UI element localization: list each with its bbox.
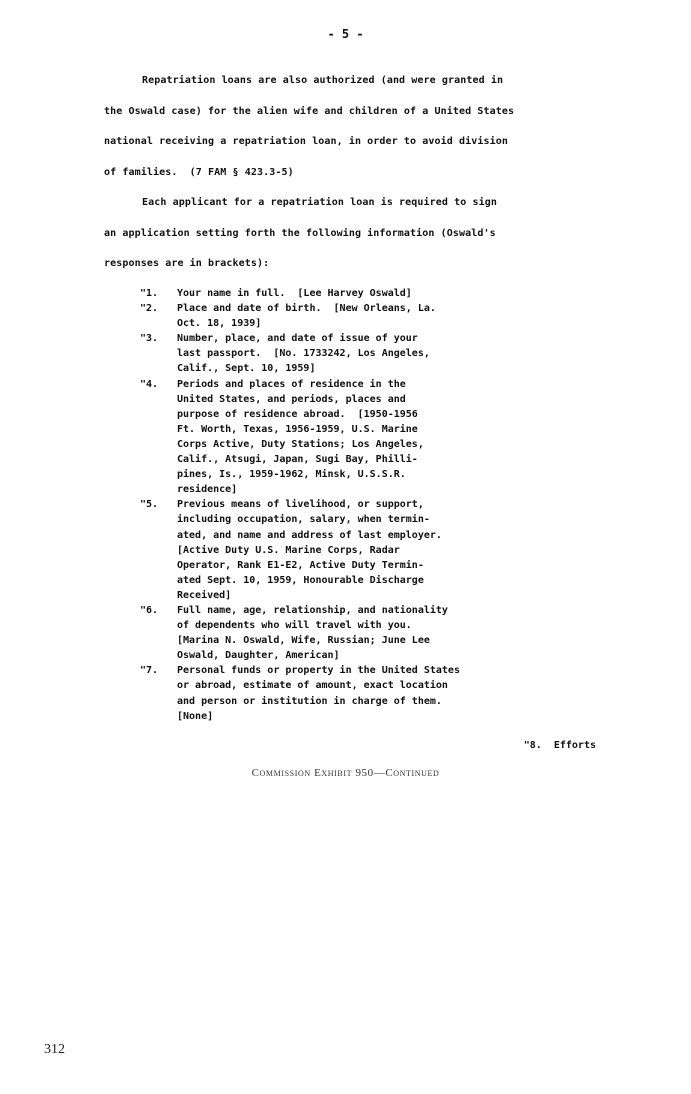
item-body [177, 603, 448, 663]
item-line: [Active Duty U.S. Marine Corps, Radar [177, 544, 400, 556]
item-line: Operator, Rank E1-E2, Active Duty Termin- [177, 559, 424, 571]
paragraph-line: an application setting forth the following information (Oswald's [104, 227, 496, 239]
paragraph-line: responses are in brackets): [104, 258, 270, 269]
item-line: United States, and periods, places and [177, 393, 406, 405]
item-line: ated, and name and address of last employer. [177, 529, 442, 541]
page-marker: - 5 - [327, 27, 364, 41]
item-number: "7. [140, 665, 159, 677]
paragraph-line: Each applicant for a repatriation loan is required to sign [142, 197, 497, 208]
item-number: "5. [140, 499, 159, 511]
application-items-list [140, 286, 540, 724]
item-body [177, 331, 430, 376]
exhibit-caption: Commission Exhibit 950—Continued [251, 767, 440, 779]
item-number: "1. [140, 288, 159, 299]
paragraph-line: national receiving a repatriation loan, in order to avoid division [104, 136, 508, 147]
item-line: Personal funds or property in the United States [177, 665, 460, 677]
item-line: Oct. 18, 1939] [177, 318, 262, 330]
item-body [177, 663, 460, 723]
item-line: Oswald, Daughter, American] [177, 650, 340, 662]
item-line: Full name, age, relationship, and nationality [177, 604, 448, 616]
item-number: "4. [140, 378, 159, 390]
item-line: Previous means of livelihood, or support, [177, 499, 424, 511]
item-line: of dependents who will travel with you. [177, 620, 412, 632]
paragraph-line: Repatriation loans are also authorized (and were granted in [142, 75, 504, 86]
list-item [140, 377, 540, 498]
item-body [177, 377, 424, 498]
paragraph-repatriation-loans [104, 66, 604, 188]
list-item [140, 301, 540, 331]
item-line: or abroad, estimate of amount, exact location [177, 680, 448, 692]
paragraph-line: the Oswald case) for the alien wife and children of a United States [104, 105, 515, 117]
list-item [140, 663, 540, 723]
item-line: Periods and places of residence in the [177, 378, 406, 390]
item-line: Ft. Worth, Texas, 1956-1959, U.S. Marine [177, 423, 418, 435]
item-line: residence] [177, 484, 238, 496]
page-number: 312 [44, 1042, 65, 1057]
continuation-text: "8. Efforts [523, 740, 596, 751]
item-line: Your name in full. [Lee Harvey Oswald] [177, 288, 412, 299]
item-line: ated Sept. 10, 1959, Honourable Discharge [177, 574, 424, 586]
item-line: pines, Is., 1959-1962, Minsk, U.S.S.R. [177, 469, 406, 481]
item-line: Calif., Sept. 10, 1959] [177, 363, 316, 375]
item-line: Received] [177, 589, 232, 601]
item-line: [None] [177, 710, 214, 722]
list-item [140, 603, 540, 663]
item-line: Calif., Atsugi, Japan, Sugi Bay, Philli- [177, 454, 418, 466]
item-line: including occupation, salary, when termin- [177, 514, 430, 526]
item-line: Number, place, and date of issue of your [177, 333, 418, 345]
list-item [140, 331, 540, 376]
item-line: and person or institution in charge of them. [177, 695, 442, 707]
item-number: "6. [140, 604, 159, 616]
item-body [177, 286, 412, 301]
list-item [140, 497, 540, 603]
item-line: Corps Active, Duty Stations; Los Angeles, [177, 438, 424, 450]
item-number: "3. [140, 333, 159, 345]
item-number: "2. [140, 303, 159, 315]
item-line: [Marina N. Oswald, Wife, Russian; June Lee [177, 635, 430, 647]
paragraph-line: of families. (7 FAM § 423.3-5) [104, 166, 294, 178]
item-line: purpose of residence abroad. [1950-1956 [177, 408, 418, 420]
list-item [140, 286, 540, 301]
item-line: last passport. [No. 1733242, Los Angeles, [177, 348, 430, 360]
paragraph-application [104, 188, 604, 280]
item-line: Place and date of birth. [New Orleans, La. [177, 303, 436, 315]
item-body [177, 301, 436, 331]
item-body [177, 497, 442, 603]
